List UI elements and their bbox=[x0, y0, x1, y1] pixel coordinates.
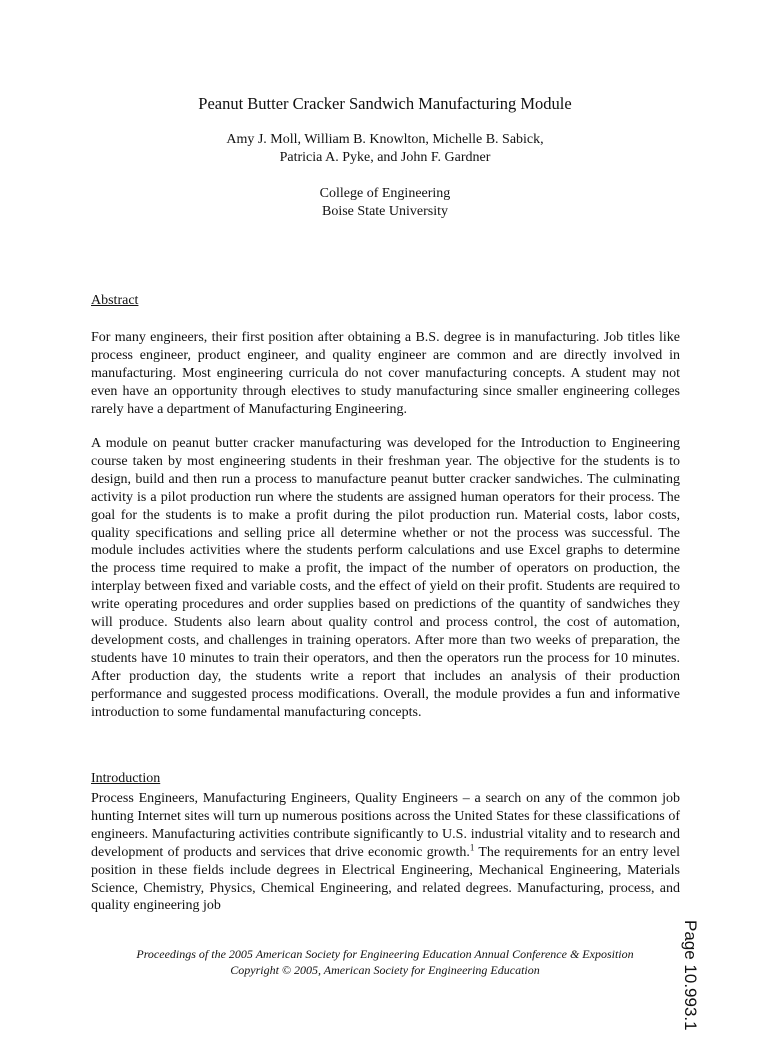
reference-marker: 1 bbox=[469, 842, 475, 853]
proceedings-footer bbox=[0, 946, 770, 978]
affiliation-line-2: Boise State University bbox=[322, 204, 448, 219]
affiliation bbox=[0, 185, 770, 221]
introduction-heading: Introduction bbox=[91, 771, 161, 786]
abstract-paragraph-1: For many engineers, their first position after obtaining a B.S. degree is in manufacturing. Job titles like process engineer, product engineer, and quality engineer are common and are directly involved in manufacturing. Most engineering curricula do not cover manufacturing concepts. A student may not even have an opportunity through electives to study manufacturing since smaller engineering colleges rarely have a department of Manufacturing Engineering. bbox=[91, 330, 680, 417]
author-list bbox=[0, 131, 770, 167]
abstract-paragraph-2: A module on peanut butter cracker manufacturing was developed for the Introduction to Engineering course taken by most engineering students in their freshman year. The objective for the students is to design, build and then run a process to manufacture peanut butter cracker sandwiches. The culminating activity is a pilot production run where the students are assigned human operators for their process. The goal for the students is to make a profit during the pilot production run. Material costs, labor costs, quality specifications and selling price all determine whether or not the process was successful. The module includes activities where the students perform calculations and use Excel graphs to determine the process time required to make a profit, the impact of the number of operators on production, the interplay between fixed and variable costs, and the effect of yield on their profit. Students are required to write operating procedures and order supplies based on predictions of the quantity of sandwiches they will produce. Students also learn about quality control and process control, the cost of automation, development costs, and challenges in training operators. After more than two weeks of preparation, the students have 10 minutes to train their operators, and then the operators run the process for 10 minutes. After production day, the students write a report that includes an analysis of their production performance and suggested process modifications. Overall, the module provides a fun and informative introduction to some fundamental manufacturing concepts. bbox=[91, 436, 680, 720]
introduction-text-part-2: The requirements for an entry level position in these fields include degrees in Electrical Engineering, Mechanical Engineering, Materials Science, Chemistry, Physics, Chemical Engineering, and related degrees. Manufacturing, process, and quality engineering job bbox=[91, 844, 680, 914]
abstract-heading: Abstract bbox=[91, 293, 139, 308]
introduction-text-part-1: Process Engineers, Manufacturing Engineers, Quality Engineers – a search on any of the common job hunting Internet sites will turn up numerous positions across the United States for these classifications of engineers. Manufacturing activities contribute significantly to U.S. industrial vitality and to research and development of products and services that drive economic growth. bbox=[91, 791, 680, 860]
introduction-paragraph bbox=[91, 790, 680, 915]
footer-line-1: Proceedings of the 2005 American Society for Engineering Education Annual Conference & Exposition bbox=[136, 947, 634, 961]
footer-line-2: Copyright © 2005, American Society for Engineering Education bbox=[230, 963, 540, 977]
authors-line-2: Patricia A. Pyke, and John F. Gardner bbox=[279, 150, 491, 165]
paper-title: Peanut Butter Cracker Sandwich Manufacturing Module bbox=[198, 94, 572, 113]
affiliation-line-1: College of Engineering bbox=[319, 186, 451, 201]
page-number: Page 10.993.1 bbox=[681, 920, 700, 1031]
authors-line-1: Amy J. Moll, William B. Knowlton, Michelle B. Sabick, bbox=[226, 132, 544, 147]
